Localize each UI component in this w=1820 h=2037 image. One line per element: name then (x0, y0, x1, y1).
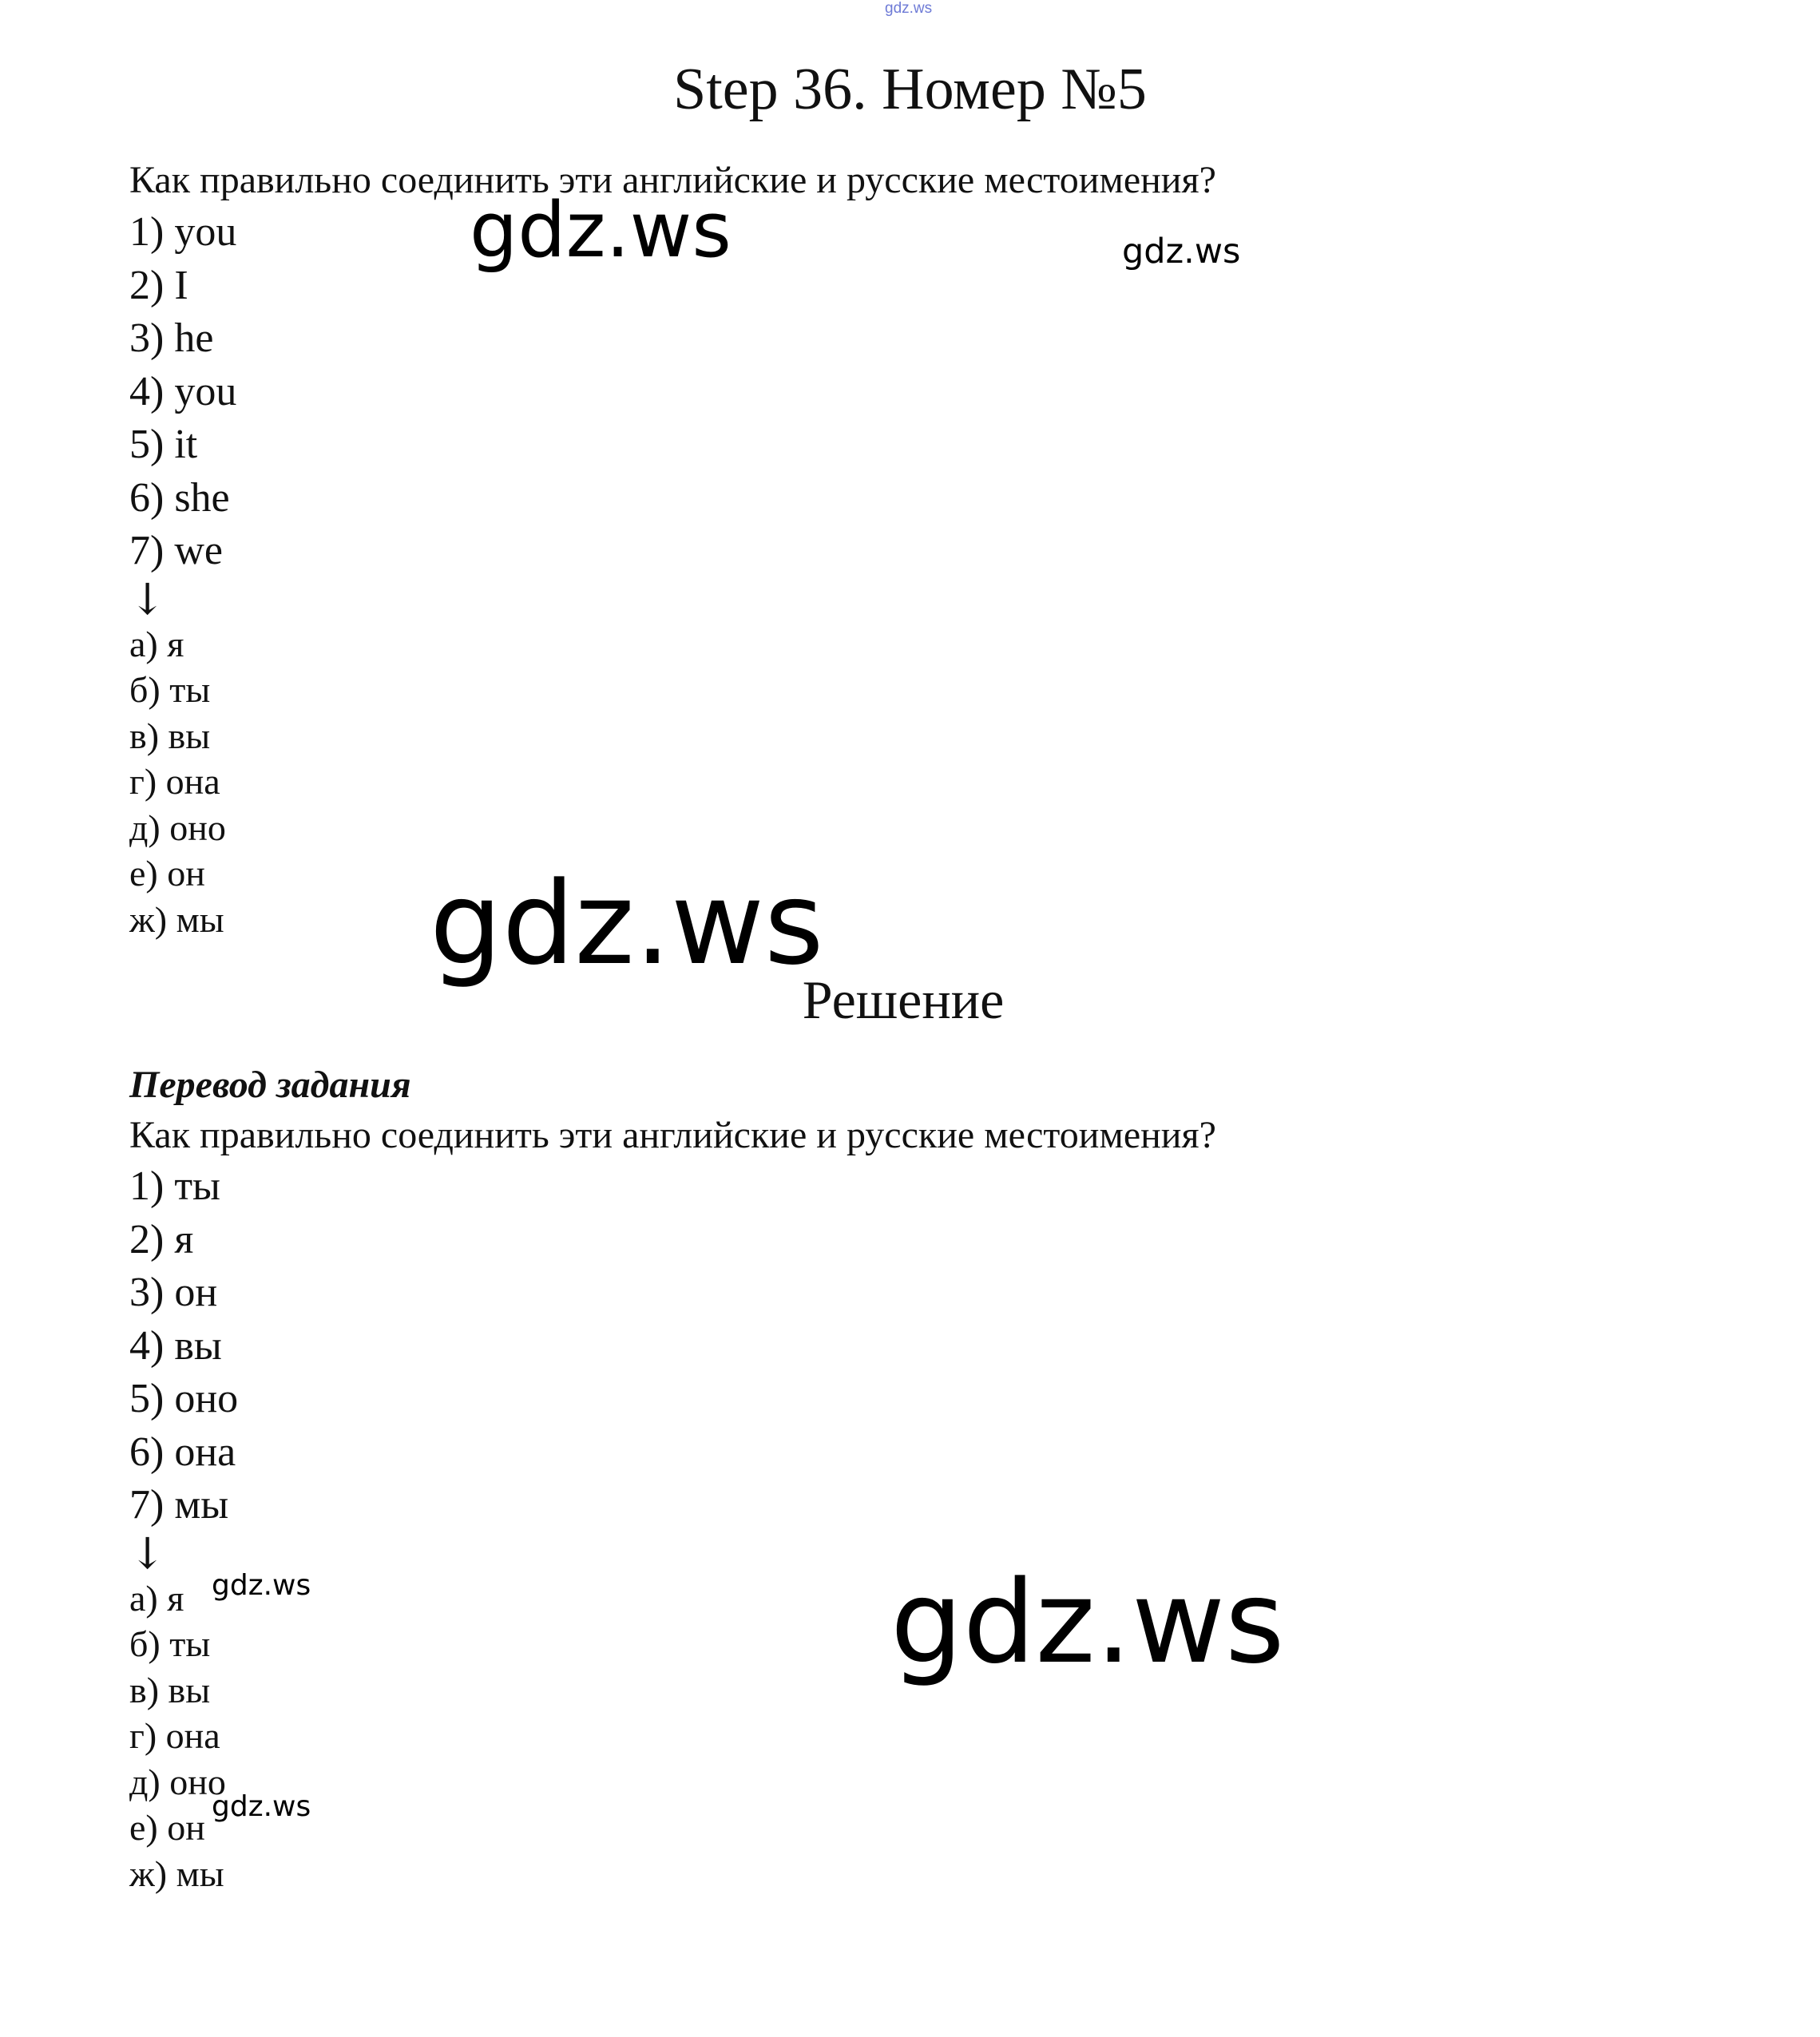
watermark: gdz.ws (430, 857, 824, 990)
list-item: а) я (129, 1577, 184, 1619)
list-item: г) она (129, 1715, 220, 1756)
down-arrow-icon: ↓ (129, 573, 166, 624)
watermark: gdz.ws (1122, 232, 1241, 271)
list-item: 2) I (129, 262, 188, 308)
list-item: в) вы (129, 715, 211, 756)
list-item: а) я (129, 623, 184, 664)
list-item: б) ты (129, 1623, 211, 1664)
solution-heading: Решение (802, 969, 1005, 1030)
tiny-watermark: gdz.ws (885, 0, 933, 17)
page-title: Step 36. Номер №5 (673, 57, 1147, 122)
translation-subheading: Перевод задания (129, 1064, 411, 1106)
list-item: б) ты (129, 669, 211, 710)
list-item: е) он (129, 1807, 205, 1848)
list-item: 4) you (129, 368, 237, 414)
watermark: gdz.ws (890, 1555, 1285, 1689)
solution-russian-list (129, 1160, 238, 1896)
task-question: Как правильно соединить эти английские и русские местоимения? (129, 159, 1216, 201)
down-arrow-icon: ↓ (129, 1528, 166, 1579)
list-item: 5) it (129, 422, 198, 467)
list-item: д) оно (129, 1761, 226, 1802)
list-item: ж) мы (129, 898, 224, 940)
list-item: 4) вы (129, 1322, 222, 1369)
list-item: 5) оно (129, 1376, 239, 1421)
list-item: 6) она (129, 1429, 236, 1475)
list-item: 3) он (129, 1270, 218, 1315)
list-item: 1) ты (129, 1163, 220, 1209)
list-item: е) он (129, 853, 205, 894)
list-item: д) оно (129, 806, 226, 848)
list-item: 3) he (129, 315, 214, 361)
watermark: gdz.ws (212, 1569, 311, 1602)
list-item: 1) you (129, 209, 237, 255)
solution-question: Как правильно соединить эти английские и русские местоимения? (129, 1114, 1216, 1156)
list-item: 7) мы (129, 1482, 229, 1528)
list-item: в) вы (129, 1669, 211, 1710)
list-item: 7) we (129, 528, 223, 573)
watermark: gdz.ws (470, 187, 732, 275)
task-english-list (129, 206, 236, 942)
list-item: ж) мы (129, 1853, 224, 1894)
list-item: 6) she (129, 474, 230, 521)
watermark: gdz.ws (212, 1790, 311, 1823)
list-item: г) она (129, 761, 220, 802)
list-item: 2) я (129, 1216, 194, 1262)
